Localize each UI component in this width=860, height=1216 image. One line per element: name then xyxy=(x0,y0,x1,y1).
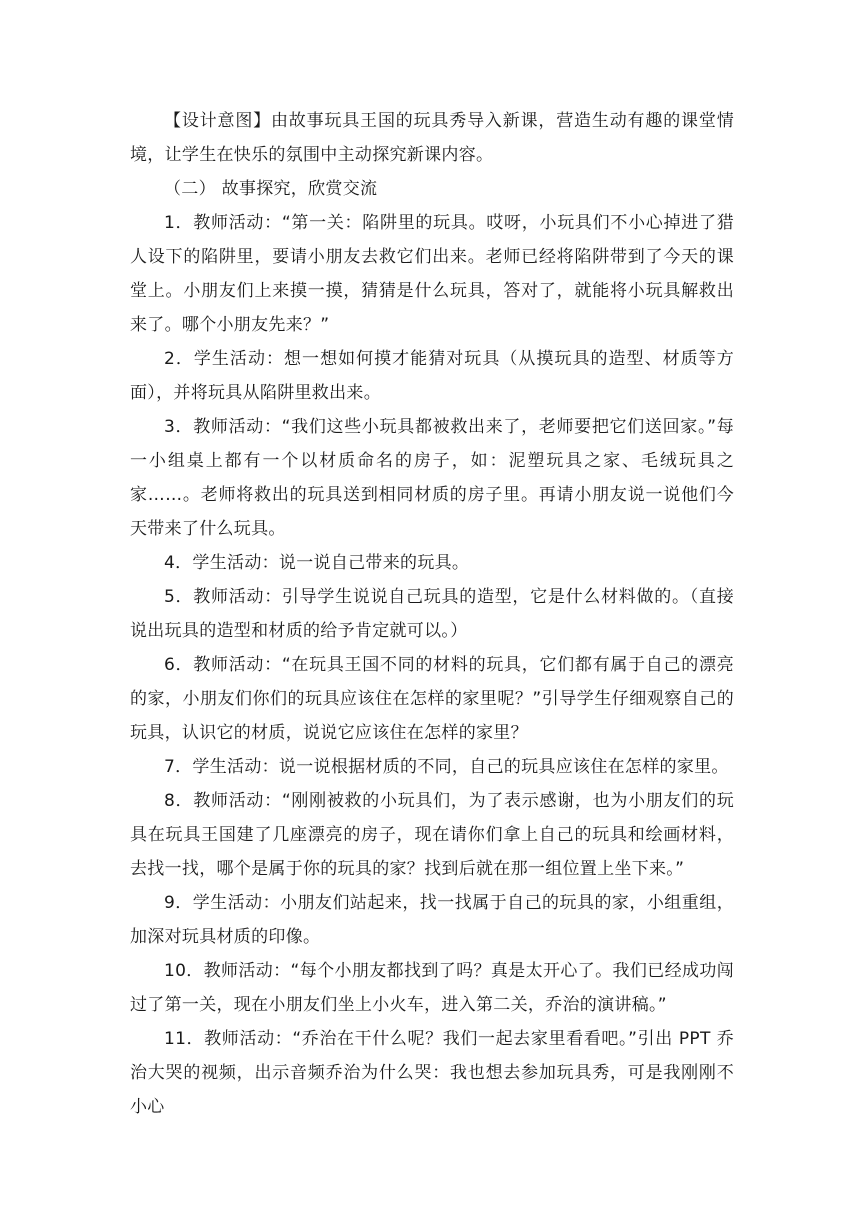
step-paragraph-11: 11．教师活动：“乔治在干什么呢？我们一起去家里看看吧。”引出 PPT 乔治大哭的视频，出示音频乔治为什么哭：我也想去参加玩具秀，可是我刚刚不小心 xyxy=(130,1029,734,1117)
step-paragraph-8: 8．教师活动：“刚刚被救的小玩具们，为了表示感谢，也为小朋友们的玩具在玩具王国建了几座漂亮的房子，现在请你们拿上自己的玩具和绘画材料，去找一找，哪个是属于你的玩具的家？找到后就在那一组位置上坐下来。” xyxy=(130,791,734,879)
step-paragraph-4: 4．学生活动：说一说自己带来的玩具。 xyxy=(164,553,470,573)
step-paragraph-3: 3．教师活动：“我们这些小玩具都被救出来了，老师要把它们送回家。”每一小组桌上都有一个以材质命名的房子，如：泥塑玩具之家、毛绒玩具之家……。老师将救出的玩具送到相同材质的房子里。再请小朋友说一说他们今天带来了什么玩具。 xyxy=(130,417,734,539)
step-paragraph-1: 1．教师活动：“第一关：陷阱里的玩具。哎呀，小玩具们不小心掉进了猎人设下的陷阱里，要请小朋友去救它们出来。老师已经将陷阱带到了今天的课堂上。小朋友们上来摸一摸，猜猜是什么玩具，答对了，就能将小玩具解救出来了。哪个小朋友先来？” xyxy=(130,213,734,335)
design-intent-paragraph: 【设计意图】由故事玩具王国的玩具秀导入新课，营造生动有趣的课堂情境，让学生在快乐的氛围中主动探究新课内容。 xyxy=(130,111,734,165)
step-paragraph-7: 7．学生活动：说一说根据材质的不同，自己的玩具应该住在怎样的家里。 xyxy=(164,757,729,777)
step-paragraph-9: 9．学生活动：小朋友们站起来，找一找属于自己的玩具的家，小组重组，加深对玩具材质的印像。 xyxy=(130,893,734,947)
step-paragraph-6: 6．教师活动：“在玩具王国不同的材料的玩具，它们都有属于自己的漂亮的家，小朋友们你们的玩具应该住在怎样的家里呢？”引导学生仔细观察自己的玩具，认识它的材质，说说它应该住在怎样的家里？ xyxy=(130,655,734,743)
step-paragraph-5: 5．教师活动：引导学生说说自己玩具的造型，它是什么材料做的。（直接说出玩具的造型和材质的给予肯定就可以。） xyxy=(130,587,734,641)
section-heading: （二） 故事探究，欣赏交流 xyxy=(164,179,378,199)
step-paragraph-2: 2．学生活动：想一想如何摸才能猜对玩具（从摸玩具的造型、材质等方面），并将玩具从陷阱里救出来。 xyxy=(130,349,734,403)
step-paragraph-10: 10．教师活动：“每个小朋友都找到了吗？真是太开心了。我们已经成功闯过了第一关，现在小朋友们坐上小火车，进入第二关，乔治的演讲稿。” xyxy=(130,961,734,1015)
